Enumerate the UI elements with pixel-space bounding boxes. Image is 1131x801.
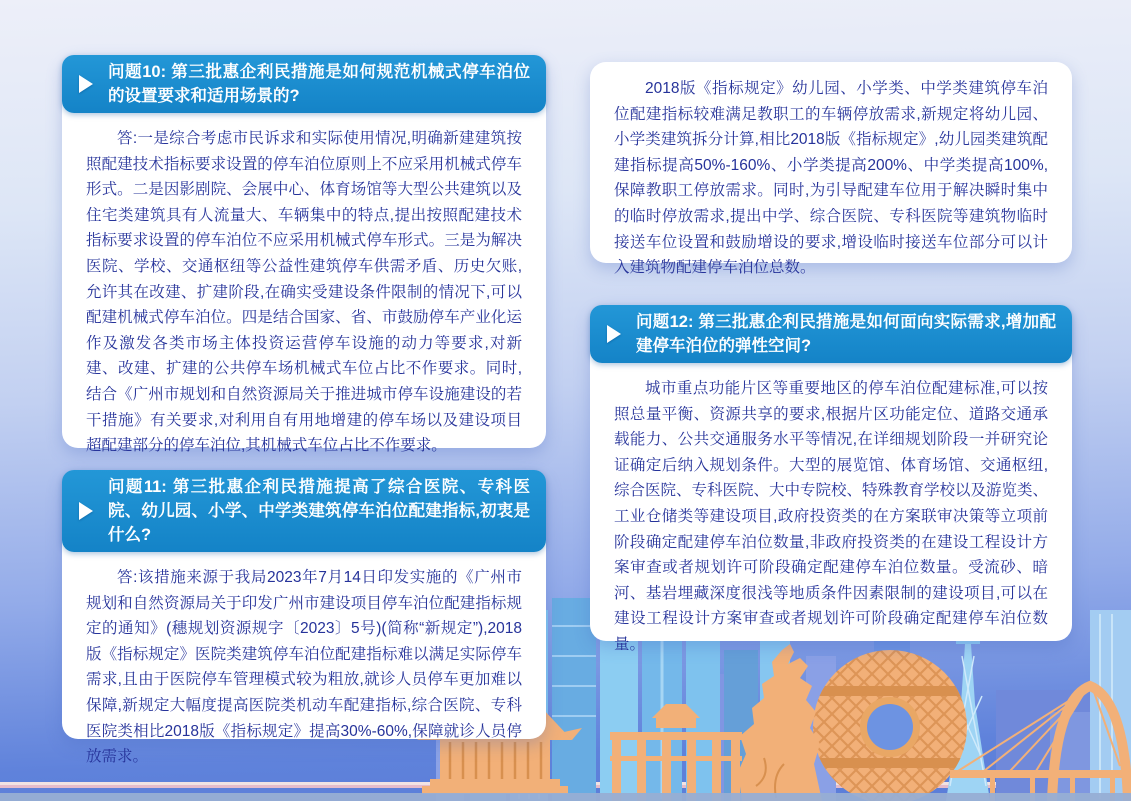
card-answer-continued (590, 62, 1072, 277)
question-11-header (62, 470, 546, 552)
question-10-header (62, 55, 546, 113)
card-question-12 (590, 305, 1072, 653)
question-12-title: 问题12: 第三批惠企利民措施是如何面向实际需求,增加配建停车泊位的弹性空间? (636, 313, 1056, 355)
answer-continued-text: 2018版《指标规定》幼儿园、小学类、中学类建筑停车泊位配建指标较难满足教职工的车辆停放需求,新规定将幼儿园、小学类建筑拆分计算,相比2018版《指标规定》,幼儿园类建筑配建指标提高50%-160%、小学类提高200%、中学类提高100%,保障教职工停放需求。同时,为引导配建车位用于解决瞬时集中的临时停放需求,提出中学、综合医院、专科医院等建筑物临时接送车位设置和鼓励增设的要求,增设临时接送车位部分可以计入建筑物配建停车泊位总数。 (614, 80, 1048, 277)
play-triangle-icon (607, 325, 621, 343)
question-10-answer: 答:一是综合考虑市民诉求和实际使用情况,明确新建建筑按照配建技术指标要求设置的停车泊位原则上不应采用机械式停车形式。二是因影剧院、会展中心、体育场馆等大型公共建筑以及住宅类建筑具有人流量大、车辆集中的特点,提出按照配建技术指标要求设置的停车泊位不应采用机械式停车形式。三是为解决医院、学校、交通枢纽等公益性建筑停车供需矛盾、历史欠账,允许其在改建、扩建阶段,在确实受建设条件限制的情况下,可以配建机械式停车泊位。四是结合国家、省、市鼓励停车产业化运作及激发各类市场主体投资运营停车设施的动力等要求,对新建、改建、扩建的公共停车场机械式车位占比不作要求。同时,结合《广州市规划和自然资源局关于推进城市停车设施建设的若干措施》有关要求,对利用自有用地增建的停车场以及建设项目超配建部分的停车泊位,其机械式车位占比不作要求。 (86, 130, 522, 455)
guangzhou-circle-building (813, 650, 967, 801)
ground-strip-front (0, 793, 1131, 801)
question-12-answer: 城市重点功能片区等重要地区的停车泊位配建标准,可以按照总量平衡、资源共享的要求,根据片区功能定位、道路交通承载能力、公共交通服务水平等情况,在详细规划阶段一并研究论证确定后纳入规划条件。大型的展览馆、体育场馆、交通枢纽,综合医院、专科医院、大中专院校、特殊教育学校以及游览类、工业仓储类等建设项目,政府投资类的在方案联审决策等立项前阶段确定配建停车泊位数量,非政府投资类的在建设工程设计方案审查或者规划许可阶段确定配建停车泊位数量。受流砂、暗河、基岩埋藏深度很浅等地质条件因素限制的建设项目,可以在建设工程设计方案审查或者规划许可阶段确定配建停车泊位数量。 (614, 380, 1049, 653)
question-11-title: 问题11: 第三批惠企利民措施提高了综合医院、专科医院、幼儿园、小学、中学类建筑停车泊位配建指标,初衷是什么? (108, 478, 530, 544)
card-question-11 (62, 470, 546, 766)
question-12-header (590, 305, 1072, 363)
question-10-title: 问题10: 第三批惠企利民措施是如何规范机械式停车泊位的设置要求和适用场景的? (108, 63, 530, 105)
card-question-10 (62, 55, 546, 455)
question-11-answer: 答:该措施来源于我局2023年7月14日印发实施的《广州市规划和自然资源局关于印发广州市建设项目停车泊位配建指标规定的通知》(穗规划资源规字〔2023〕5号)(简称“新规定”),2018版《指标规定》医院类建筑停车泊位配建指标难以满足实际停车需求,且由于医院停车管理模式较为粗放,就诊人员停车更加难以保障,新规定大幅度提高医院类机动车配建指标,综合医院、专科医院类相比2018版《指标规定》提高30%-60%,保障就诊人员停放需求。 (86, 569, 522, 766)
play-triangle-icon (79, 75, 93, 93)
play-triangle-icon (79, 502, 93, 520)
